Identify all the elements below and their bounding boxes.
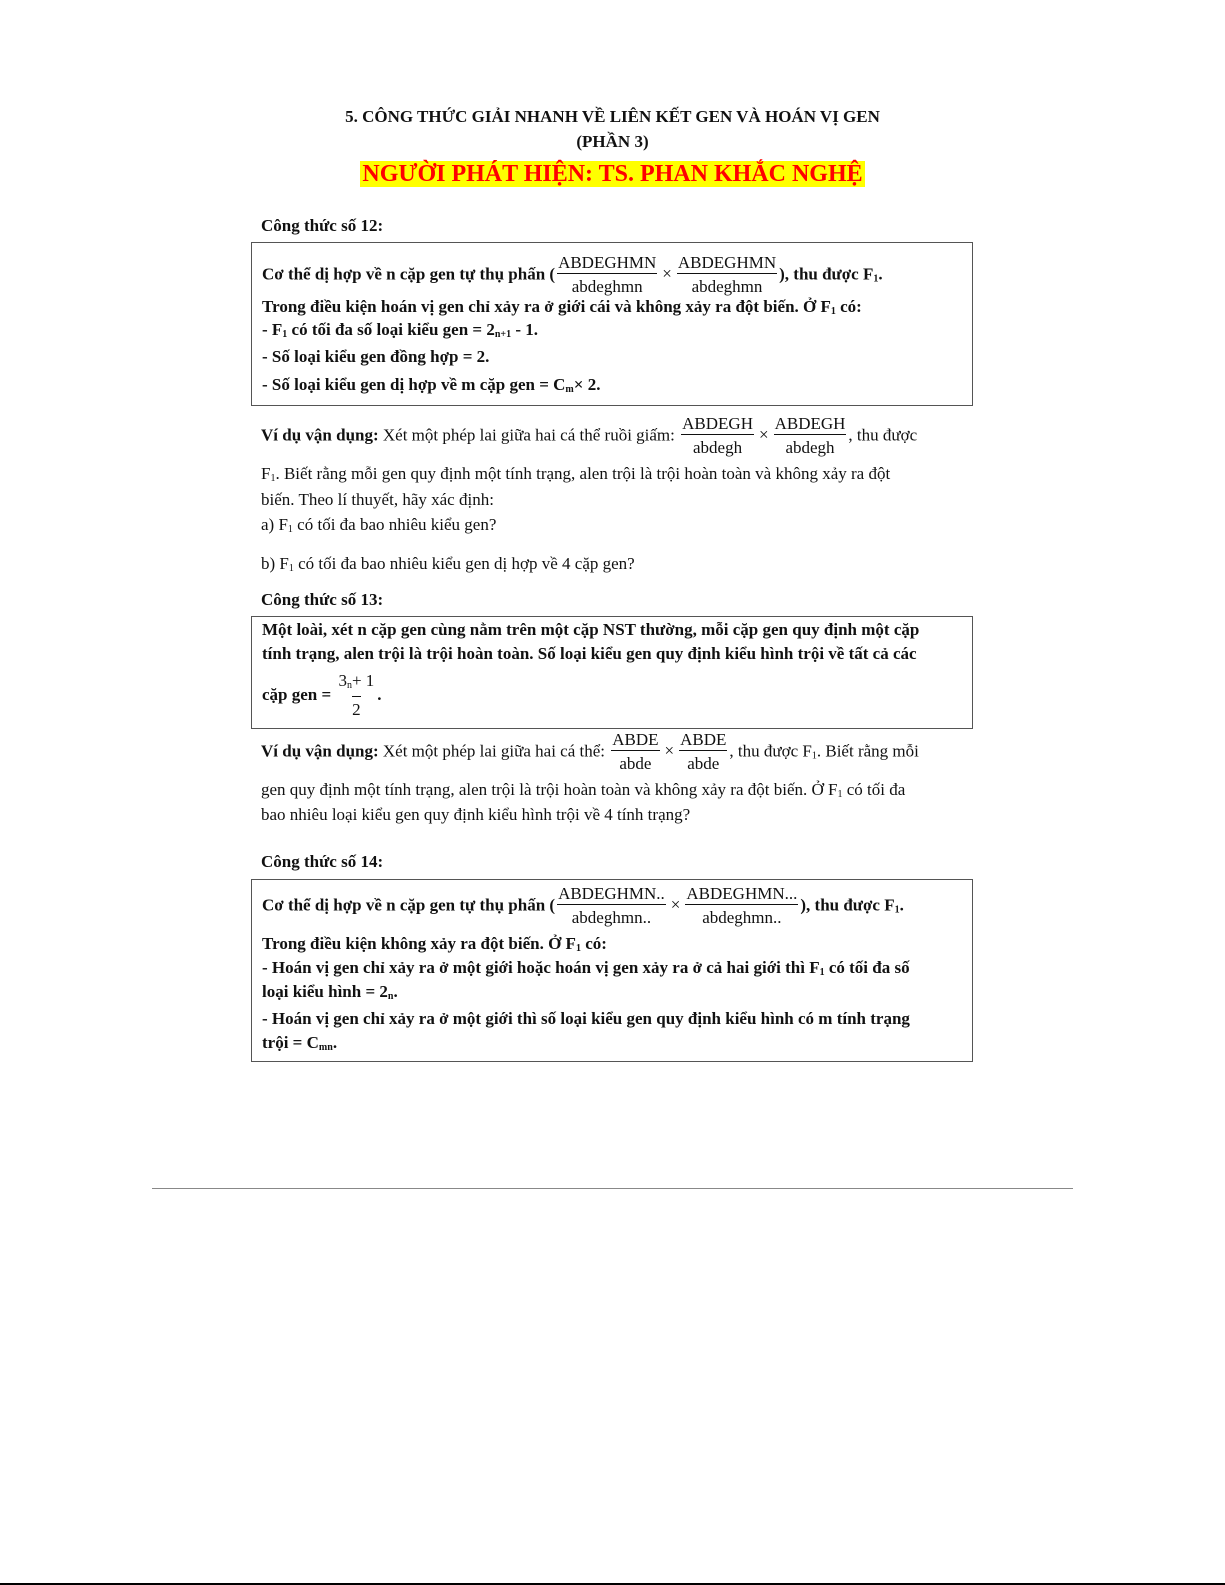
formula-13-box: [251, 616, 973, 729]
formula-12-heading: Công thức số 12:: [261, 216, 384, 235]
document-subtitle: (PHẦN 3): [576, 132, 649, 151]
question-a: a) $F_1$ có tối đa bao nhiêu kiểu gen?: [261, 515, 497, 535]
formula-14-box: [251, 879, 973, 1062]
formula-12-example: Ví dụ vận dụng: Xét một phép lai giữa hai cá thể ruồi giấm: $\frac{\text{ABDEGH}}{\text{abdegh}}$ × $\frac{\text{ABDEGH}}{\text{abdegh}}$ , thu được: [261, 414, 918, 457]
formula-13-example-line-2: gen quy định một tính trạng, alen trội là trội hoàn toàn và không xảy ra đột biến. Ở $F_1$ có tối đa: [261, 780, 906, 800]
fraction: $\frac{\text{ABDE}}{\text{abde}}$: [680, 730, 727, 773]
formula-13-example-line-3: bao nhiêu loại kiểu gen quy định kiểu hình trội về 4 tính trạng?: [261, 805, 691, 824]
formula-13-heading: Công thức số 13:: [261, 590, 384, 609]
formula-12-example-line-3: biến. Theo lí thuyết, hãy xác định:: [261, 490, 494, 509]
page-divider: [152, 1188, 1073, 1189]
formula-14-bullet-2-line-1: - Hoán vị gen chỉ xảy ra ở một giới thì số loại kiểu gen quy định kiểu hình có m tính trạng: [262, 1009, 910, 1028]
formula-14-bullet-1-line-1: - Hoán vị gen chỉ xảy ra ở một giới hoặc hoán vị gen xảy ra ở cả hai giới thì $F_1$ có tối đa số: [262, 958, 910, 978]
document-title: 5. CÔNG THỨC GIẢI NHANH VỀ LIÊN KẾT GEN VÀ HOÁN VỊ GEN: [345, 107, 880, 126]
formula-14-heading: Công thức số 14:: [261, 852, 384, 871]
formula-12-box: [251, 242, 973, 406]
fraction: $\frac{\text{ABDEGHMN}}{\text{abdeghmn}}$: [558, 253, 657, 296]
formula-12-bullet-2: - Số loại kiểu gen đồng hợp = 2.: [262, 347, 490, 366]
formula-14-condition: Trong điều kiện không xảy ra đột biến. Ở $F_1$ có:: [262, 934, 607, 954]
question-b: b) $F_1$ có tối đa bao nhiêu kiểu gen dị hợp về 4 cặp gen?: [261, 554, 635, 574]
formula-13-line-2: tính trạng, alen trội là trội hoàn toàn. Số loại kiểu gen quy định kiểu hình trội về tất cả các: [262, 644, 917, 663]
formula-13-line-3: cặp gen = $\frac{3_n+ 1}{2}$ .: [262, 671, 382, 719]
formula-12-intro: Cơ thể dị hợp về n cặp gen tự thụ phấn ( $\frac{\text{ABDEGHMN}}{\text{abdeghmn}}$ × $\frac{\text{ABDEGHMN}}{\text{abdeghmn}}$ ), thu được $F_1$.: [262, 253, 883, 296]
formula-13-example: Ví dụ vận dụng: Xét một phép lai giữa hai cá thể: $\frac{\text{ABDE}}{\text{abde}}$ × $\frac{\text{ABDE}}{\text{abde}}$ , thu được $F_1$. Biết rằng mỗi: [261, 730, 919, 773]
formula-12-condition: Trong điều kiện hoán vị gen chỉ xảy ra ở giới cái và không xảy ra đột biến. Ở $F_1$ có:: [262, 297, 862, 317]
fraction: $\frac{\text{ABDEGH}}{\text{abdegh}}$: [682, 414, 753, 457]
fraction: $\frac{\text{ABDEGHMN}}{\text{abdeghmn}}$: [677, 253, 777, 296]
formula-12-bullet-1: - $F_1$ có tối đa số loại kiểu gen = $2_{n+1} - 1$.: [262, 320, 539, 340]
formula-13-line-1: Một loài, xét n cặp gen cùng nằm trên một cặp NST thường, mỗi cặp gen quy định một cặp: [262, 620, 920, 639]
fraction: $\frac{\text{ABDEGHMN...}}{\text{abdeghmn..}}$: [686, 884, 798, 927]
discoverer-text: NGƯỜI PHÁT HIỆN: TS. PHAN KHẮC NGHỆ: [362, 161, 863, 187]
discoverer-banner: [0, 160, 1225, 188]
fraction: $\frac{3_n+ 1}{2}$: [338, 671, 375, 719]
formula-12-bullet-3: - Số loại kiểu gen dị hợp về m cặp gen = $C_m\times 2$.: [262, 375, 601, 395]
formula-12-example-line-2: $F_1$. Biết rằng mỗi gen quy định một tính trạng, alen trội là trội hoàn toàn và không xảy ra đột: [261, 464, 891, 484]
formula-14-intro: Cơ thể dị hợp về n cặp gen tự thụ phấn ( $\frac{\text{ABDEGHMN..}}{\text{abdeghmn..}}$ × $\frac{\text{ABDEGHMN...}}{\text{abdeghmn..}}$ ), thu được $F_1$.: [262, 884, 904, 927]
formula-14-bullet-1-line-2: loại kiểu hình = $2_n$.: [262, 982, 398, 1002]
fraction: $\frac{\text{ABDE}}{\text{abde}}$: [612, 730, 659, 773]
formula-14-bullet-2-line-2: trội = $C_{mn}$.: [262, 1033, 338, 1053]
fraction: $\frac{\text{ABDEGH}}{\text{abdegh}}$: [774, 414, 846, 457]
fraction: $\frac{\text{ABDEGHMN..}}{\text{abdeghmn..}}$: [558, 884, 665, 927]
